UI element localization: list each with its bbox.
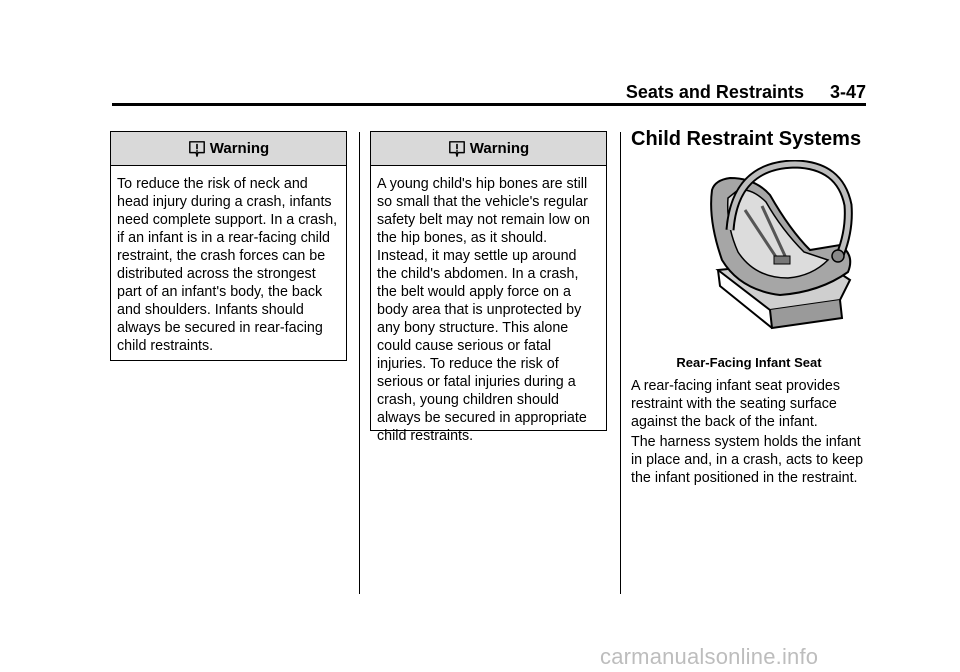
infant-seat-illustration: [700, 160, 860, 335]
warning-box-infant-support: [110, 131, 347, 361]
warning-label: Warning: [209, 140, 270, 157]
warning-header: [371, 132, 606, 166]
warning-label: Warning: [469, 140, 530, 157]
watermark: carmanualsonline.info: [600, 644, 819, 669]
page-header: [112, 82, 866, 102]
warning-header: [111, 132, 346, 166]
header-title: Seats and Restraints: [625, 82, 804, 102]
paragraph-rear-facing: A rear-facing infant seat provides restraint with the seating surface against the back of the infant.: [631, 378, 841, 430]
paragraph-harness: The harness system holds the infant in place and, in a crash, acts to keep the infant positioned in the restraint.: [631, 434, 864, 486]
section-title: Child Restraint Systems: [631, 128, 862, 150]
figure-caption: Rear-Facing Infant Seat: [676, 355, 822, 370]
column-divider: [620, 132, 621, 594]
warning-text: To reduce the risk of neck and head injury during a crash, infants need complete support. In a crash, if an infant is in a rear-facing child restraint, the crash forces can be distributed across the strongest part of an infant's body, the back and shoulders. Infants should always be secured in rear-facing child restraints.: [117, 176, 338, 354]
header-rule: [112, 103, 866, 106]
page-number: 3-47: [829, 82, 866, 102]
column-divider: [359, 132, 360, 594]
warning-box-hip-bones: [370, 131, 607, 444]
warning-icon: [188, 140, 206, 158]
warning-icon: [448, 140, 466, 158]
warning-text: A young child's hip bones are still so small that the vehicle's regular safety belt may not remain low on the hip bones, as it should. Instead, it may settle up around the child's abdomen. In a crash, the belt would apply force on a body area that is unprotected by any bony structure. This alone could cause serious or fatal injuries. To reduce the risk of serious or fatal injuries during a crash, young children should always be secured in appropriate child restraints.: [377, 176, 590, 444]
